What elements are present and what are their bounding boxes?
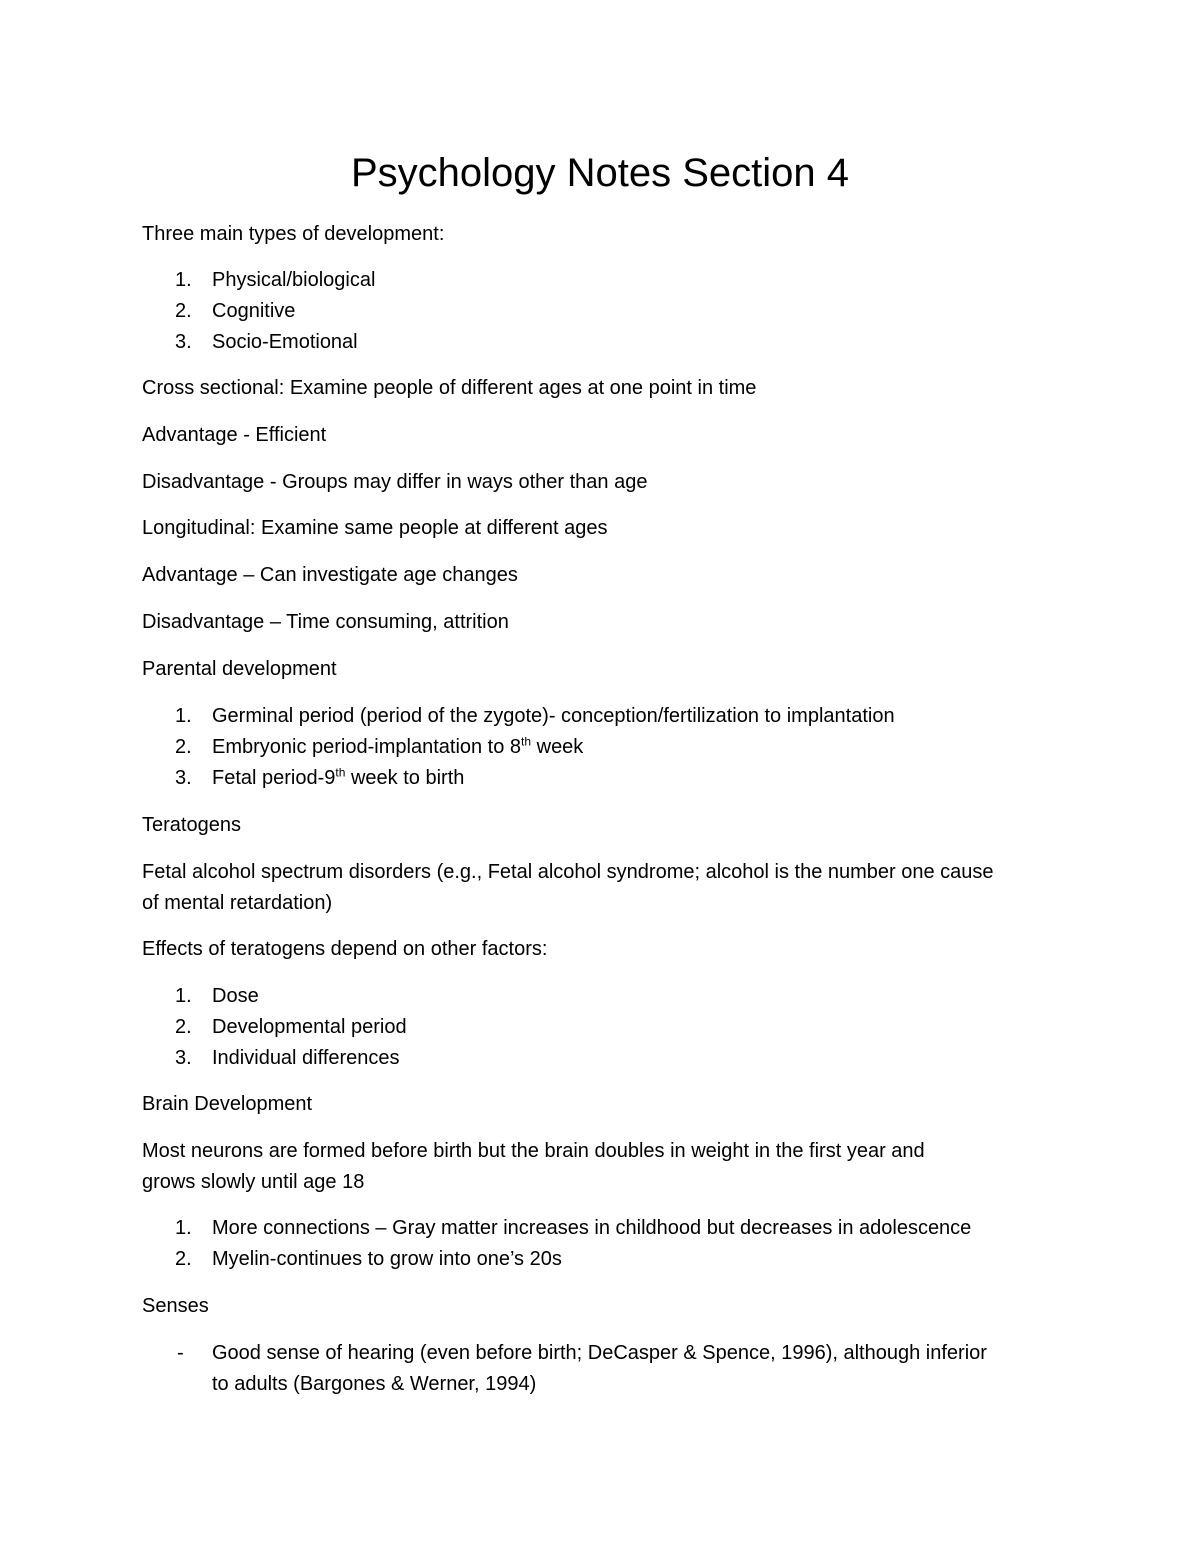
- list-item-text: Embryonic period-implantation to 8: [212, 736, 522, 758]
- cross-sectional-definition: Cross sectional: Examine people of different ages at one point in time: [142, 377, 757, 399]
- list-item-text-tail: week: [531, 736, 584, 758]
- senses-heading: Senses: [142, 1295, 209, 1317]
- list-number: 2.: [175, 300, 192, 322]
- senses-item-line: to adults (Bargones & Werner, 1994): [212, 1373, 537, 1395]
- list-item: Myelin-continues to grow into one’s 20s: [212, 1248, 562, 1270]
- longitudinal-disadvantage: Disadvantage – Time consuming, attrition: [142, 611, 509, 633]
- fasd-paragraph-line: Fetal alcohol spectrum disorders (e.g., Fetal alcohol syndrome; alcohol is the number one cause: [142, 861, 994, 883]
- list-number: 3.: [175, 331, 192, 353]
- list-number: 2.: [175, 736, 192, 758]
- longitudinal-definition: Longitudinal: Examine same people at different ages: [142, 517, 608, 539]
- teratogens-heading: Teratogens: [142, 814, 241, 836]
- list-item: [212, 763, 464, 794]
- list-item: Germinal period (period of the zygote)- conception/fertilization to implantation: [212, 705, 895, 727]
- list-number: 2.: [175, 1248, 192, 1270]
- fasd-paragraph-line: of mental retardation): [142, 892, 333, 914]
- list-number: 2.: [175, 1016, 192, 1038]
- ordinal-suffix: th: [335, 765, 346, 780]
- list-item-text: Fetal period-9: [212, 767, 336, 789]
- list-number: 3.: [175, 1047, 192, 1069]
- longitudinal-advantage: Advantage – Can investigate age changes: [142, 564, 518, 586]
- list-item: More connections – Gray matter increases in childhood but decreases in adolescence: [212, 1217, 972, 1239]
- list-item: Cognitive: [212, 300, 296, 322]
- brain-paragraph-line: grows slowly until age 18: [142, 1171, 365, 1193]
- list-item: Socio-Emotional: [212, 331, 358, 353]
- cross-sectional-disadvantage: Disadvantage - Groups may differ in ways other than age: [142, 471, 648, 493]
- list-number: 1.: [175, 705, 192, 727]
- teratogen-effects-heading: Effects of teratogens depend on other factors:: [142, 938, 548, 960]
- list-number: 1.: [175, 269, 192, 291]
- list-number: 1.: [175, 1217, 192, 1239]
- senses-item-line: Good sense of hearing (even before birth; DeCasper & Spence, 1996), although inferior: [212, 1342, 987, 1364]
- list-item: Dose: [212, 985, 259, 1007]
- list-item-text-tail: week to birth: [345, 767, 465, 789]
- page-title: Psychology Notes Section 4: [350, 151, 850, 195]
- list-number: 3.: [175, 767, 192, 789]
- list-item: Developmental period: [212, 1016, 407, 1038]
- brain-paragraph-line: Most neurons are formed before birth but the brain doubles in weight in the first year and: [142, 1140, 925, 1162]
- list-item: Physical/biological: [212, 269, 376, 291]
- list-item: Individual differences: [212, 1047, 400, 1069]
- development-types-heading: Three main types of development:: [142, 223, 445, 245]
- list-item: [212, 732, 583, 763]
- bullet-dash: -: [177, 1342, 184, 1364]
- ordinal-suffix: th: [521, 734, 532, 749]
- brain-development-heading: Brain Development: [142, 1093, 313, 1115]
- list-number: 1.: [175, 985, 192, 1007]
- cross-sectional-advantage: Advantage - Efficient: [142, 424, 327, 446]
- parental-development-heading: Parental development: [142, 658, 337, 680]
